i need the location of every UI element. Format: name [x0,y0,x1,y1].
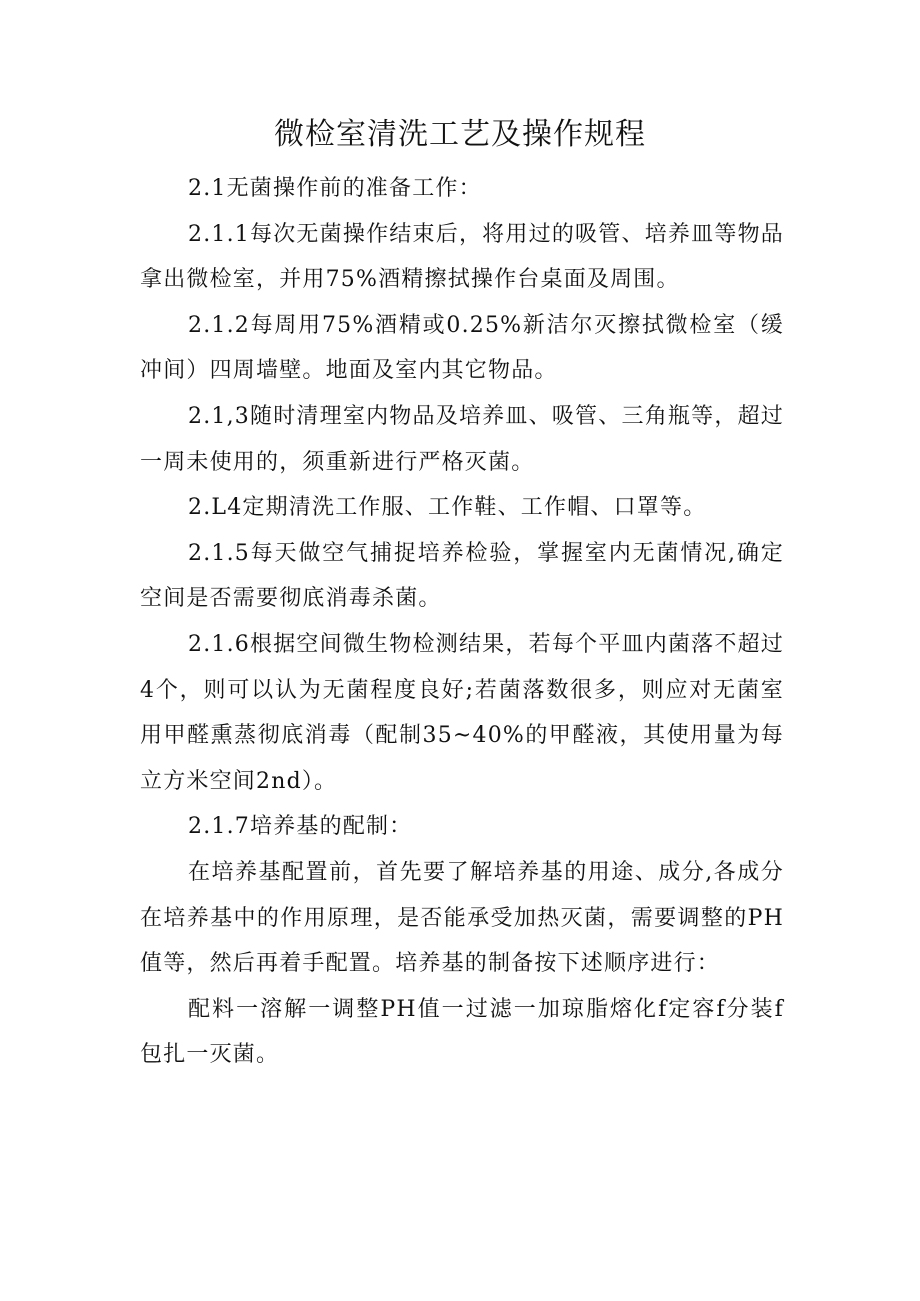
paragraph-2-1-7: 2.1.7培养基的配制： [188,814,413,840]
paragraph-medium-preparation: 在培养基配置前，首先要了解培养基的用途、成分,各成分在培养基中的作用原理，是否能承受加热灭菌，需要调整的PH值等，然后再着手配置。培养基的制备按下述顺序进行： [140,859,784,977]
paragraph-2-1-4: 2.L4定期清洗工作服、工作鞋、工作帽、口罩等。 [188,495,707,521]
page-title: 微检室清洗工艺及操作规程 [274,117,646,152]
paragraph-2-1-5: 2.1.5每天做空气捕捉培养检验，掌握室内无菌情况,确定空间是否需要彻底消毒杀菌。 [140,540,784,612]
paragraph-procedure-sequence: 配料一溶解一调整PH值一过滤一加琼脂熔化f定容f分装f包扎一灭菌。 [140,996,784,1068]
paragraph-2-1: 2.1无菌操作前的准备工作： [188,176,482,201]
document-body [140,166,784,1078]
paragraph-2-1-3: 2.1,3随时清理室内物品及培养皿、吸管、三角瓶等，超过一周未使用的，须重新进行严格灭菌。 [140,403,784,475]
paragraph-2-1-1: 2.1.1每次无菌操作结束后，将用过的吸管、培养皿等物品拿出微检室，并用75%酒精擦拭操作台桌面及周围。 [140,221,784,293]
paragraph-2-1-2: 2.1.2每周用75%酒精或0.25%新洁尔灭擦拭微检室（缓冲间）四周墙壁。地面及室内其它物品。 [140,312,784,384]
paragraph-2-1-6: 2.1.6根据空间微生物检测结果，若每个平皿内菌落不超过4个，则可以认为无菌程度良好;若菌落数很多，则应对无菌室用甲醛熏蒸彻底消毒（配制35~40%的甲醛液，其使用量为每立方米空间2nd）。 [140,631,784,794]
